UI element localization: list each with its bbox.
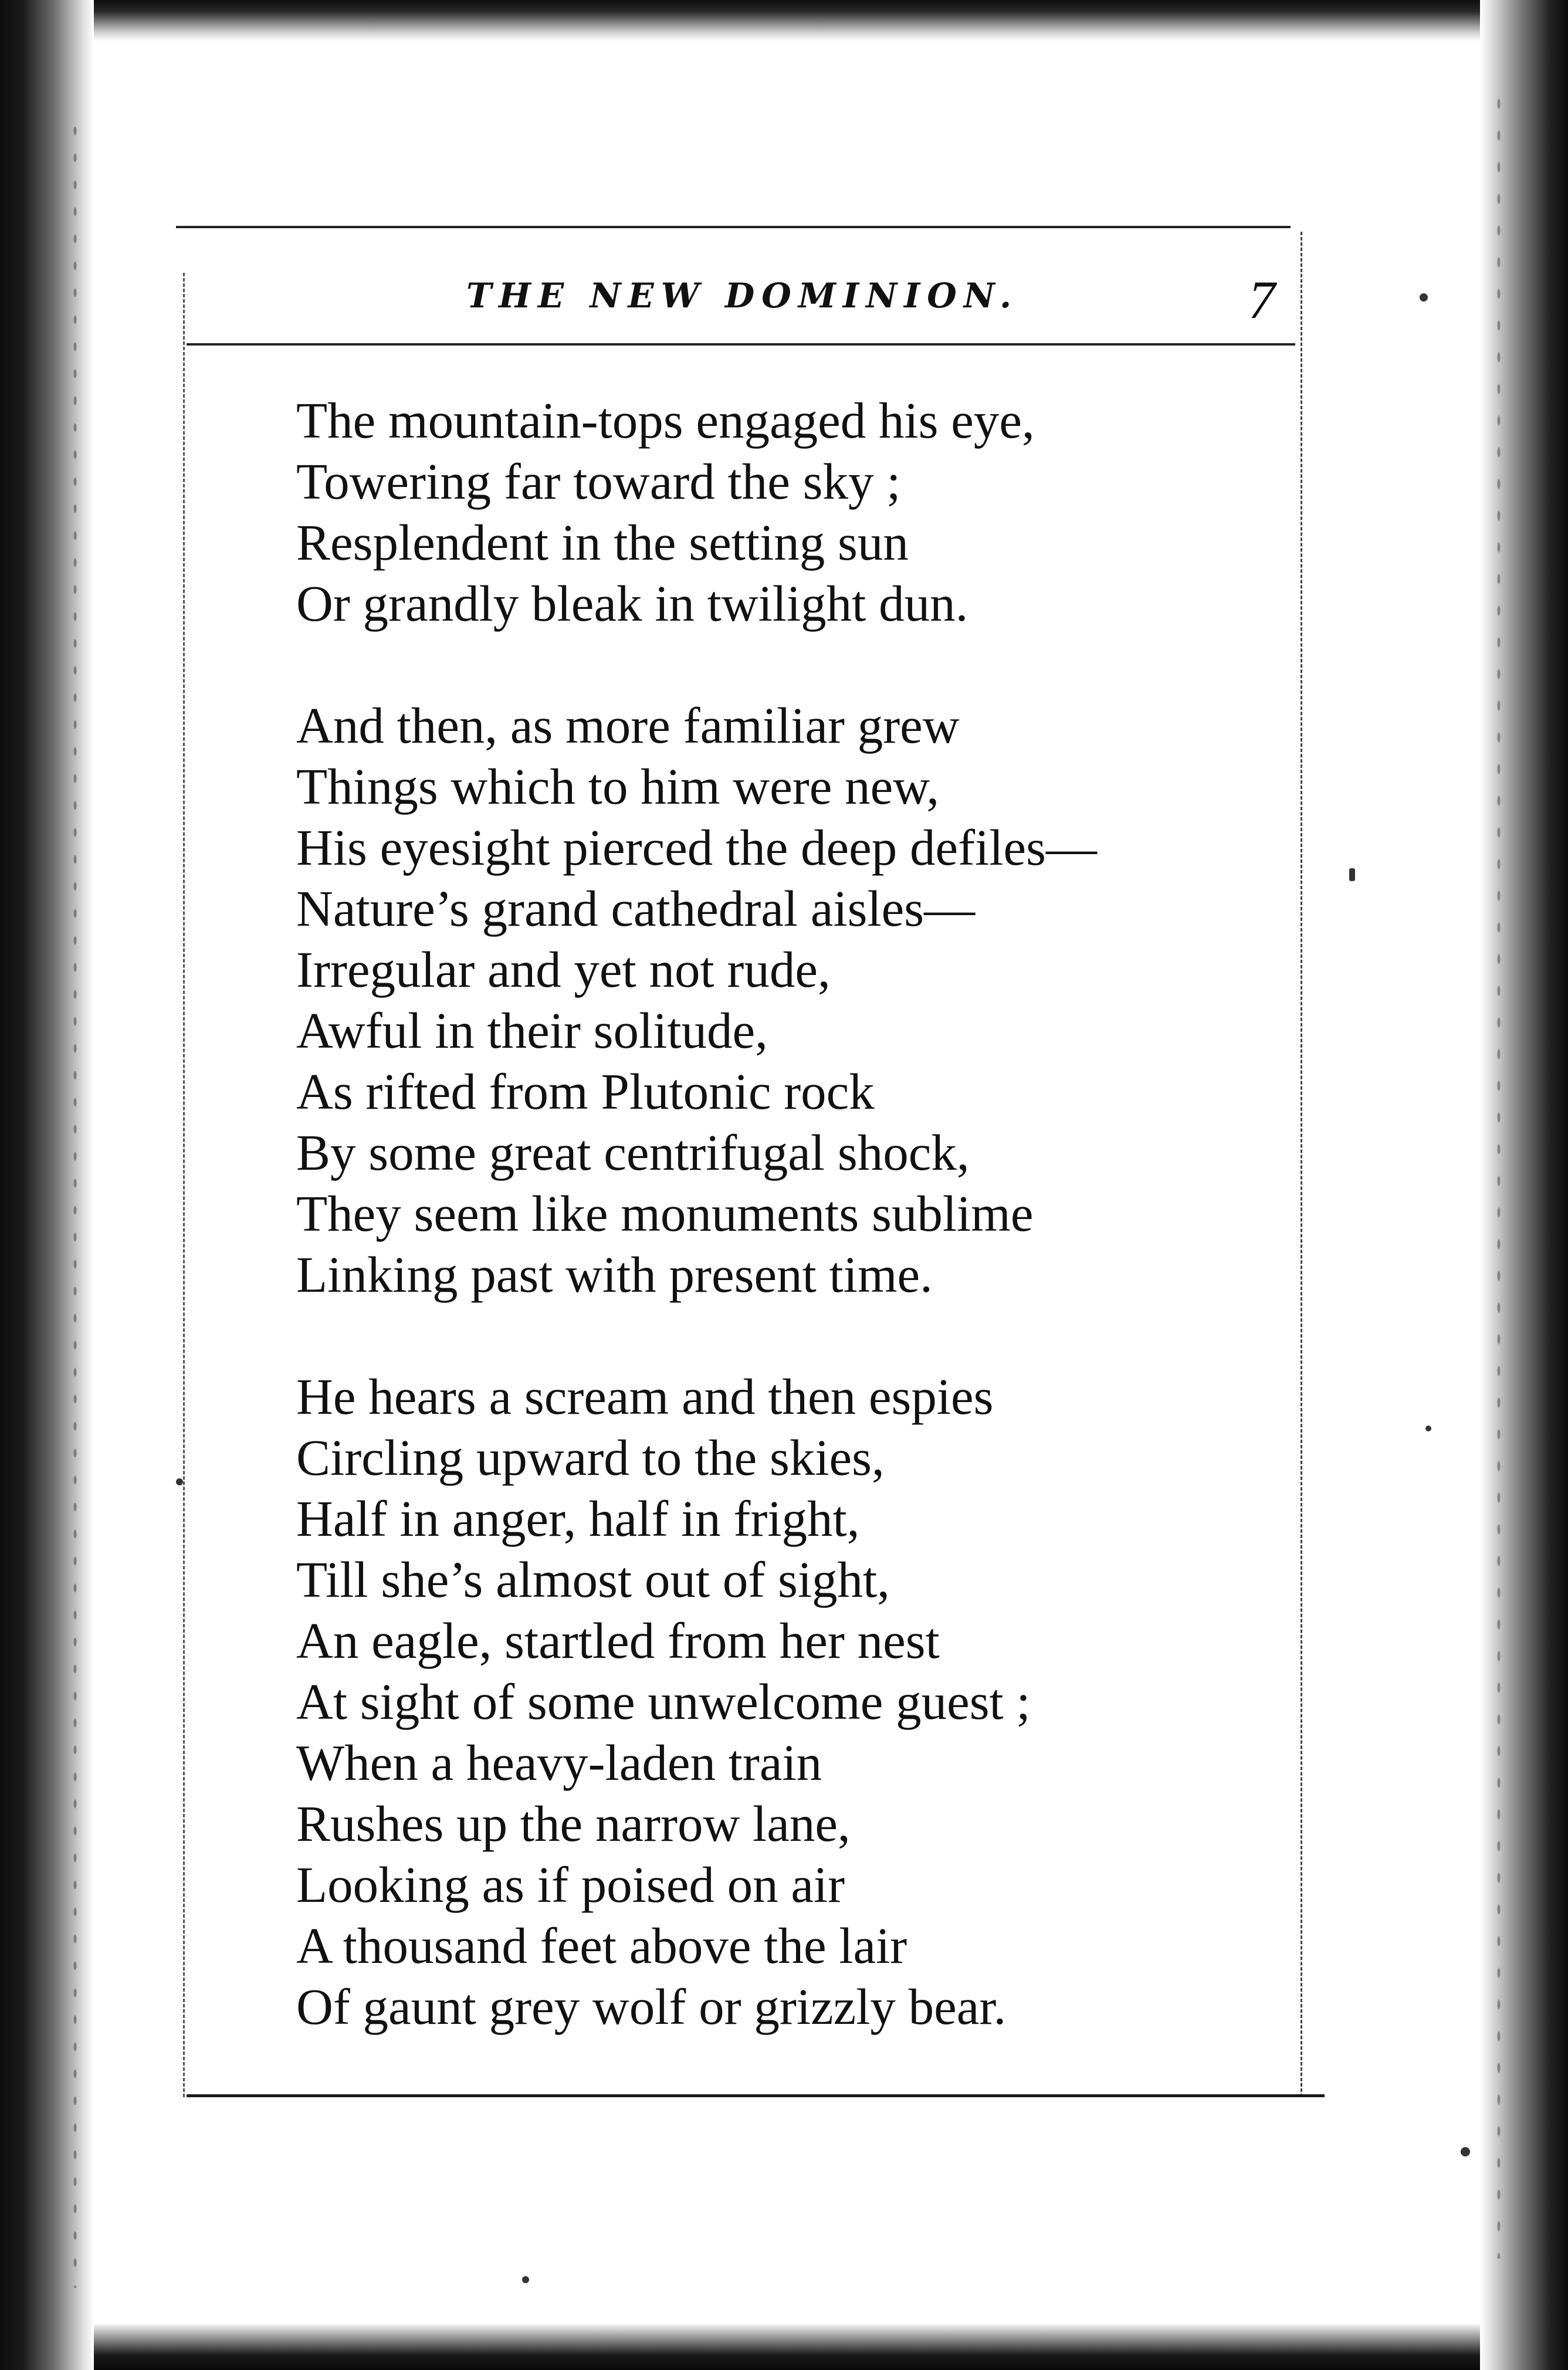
binding-marks-right xyxy=(1494,88,1503,2259)
binding-marks-left xyxy=(70,117,80,2288)
poem-line: Awful in their solitude, xyxy=(296,1002,768,1059)
poem-body xyxy=(296,390,1211,2037)
scan-speck xyxy=(522,2276,529,2283)
scan-edge-left xyxy=(0,0,94,2370)
stanza-2 xyxy=(296,695,1211,1305)
bottom-rule xyxy=(187,2094,1325,2097)
poem-line: At sight of some unwelcome guest ; xyxy=(296,1673,1031,1730)
poem-line: And then, as more familiar grew xyxy=(296,697,960,754)
poem-line: By some great centrifugal shock, xyxy=(296,1124,970,1181)
left-border-line xyxy=(183,273,185,2097)
scan-speck xyxy=(176,1478,183,1485)
scan-speck xyxy=(1420,293,1428,302)
poem-line: Things which to him were new, xyxy=(296,758,940,815)
running-head xyxy=(176,270,1326,334)
header-rule xyxy=(187,343,1295,346)
top-rule xyxy=(176,226,1291,228)
poem-line: Towering far toward the sky ; xyxy=(296,453,901,510)
poem-line: They seem like monuments sublime xyxy=(296,1185,1034,1242)
stanza-3 xyxy=(296,1366,1211,2037)
poem-line: A thousand feet above the lair xyxy=(296,1917,907,1974)
page-number: 7 xyxy=(1248,270,1275,330)
poem-line: He hears a scream and then espies xyxy=(296,1368,994,1425)
poem-line: His eyesight pierced the deep defiles— xyxy=(296,819,1097,876)
poem-line: Of gaunt grey wolf or grizzly bear. xyxy=(296,1978,1007,2035)
scan-edge-bottom xyxy=(0,2323,1568,2370)
poem-line: When a heavy-laden train xyxy=(296,1734,822,1791)
poem-line: Nature’s grand cathedral aisles— xyxy=(296,880,976,937)
running-title: THE NEW DOMINION. xyxy=(466,276,1019,316)
scan-speck xyxy=(1425,1426,1431,1431)
scan-speck xyxy=(1349,868,1355,881)
poem-line: Rushes up the narrow lane, xyxy=(296,1795,851,1852)
scan-speck xyxy=(1461,2147,1470,2156)
poem-line: Or grandly bleak in twilight dun. xyxy=(296,575,968,632)
right-border-line xyxy=(1301,232,1302,2097)
poem-line: An eagle, startled from her nest xyxy=(296,1612,940,1669)
poem-line: Till she’s almost out of sight, xyxy=(296,1551,890,1608)
scan-edge-right xyxy=(1480,0,1568,2370)
poem-line: Looking as if poised on air xyxy=(296,1856,845,1913)
scan-edge-top xyxy=(0,0,1568,41)
poem-line: Half in anger, half in fright, xyxy=(296,1490,860,1547)
stanza-1 xyxy=(296,390,1211,634)
poem-line: Linking past with present time. xyxy=(296,1246,933,1303)
poem-line: Circling upward to the skies, xyxy=(296,1429,885,1486)
poem-line: As rifted from Plutonic rock xyxy=(296,1063,875,1120)
poem-line: Irregular and yet not rude, xyxy=(296,941,831,998)
poem-line: The mountain-tops engaged his eye, xyxy=(296,392,1035,449)
poem-line: Resplendent in the setting sun xyxy=(296,514,909,571)
